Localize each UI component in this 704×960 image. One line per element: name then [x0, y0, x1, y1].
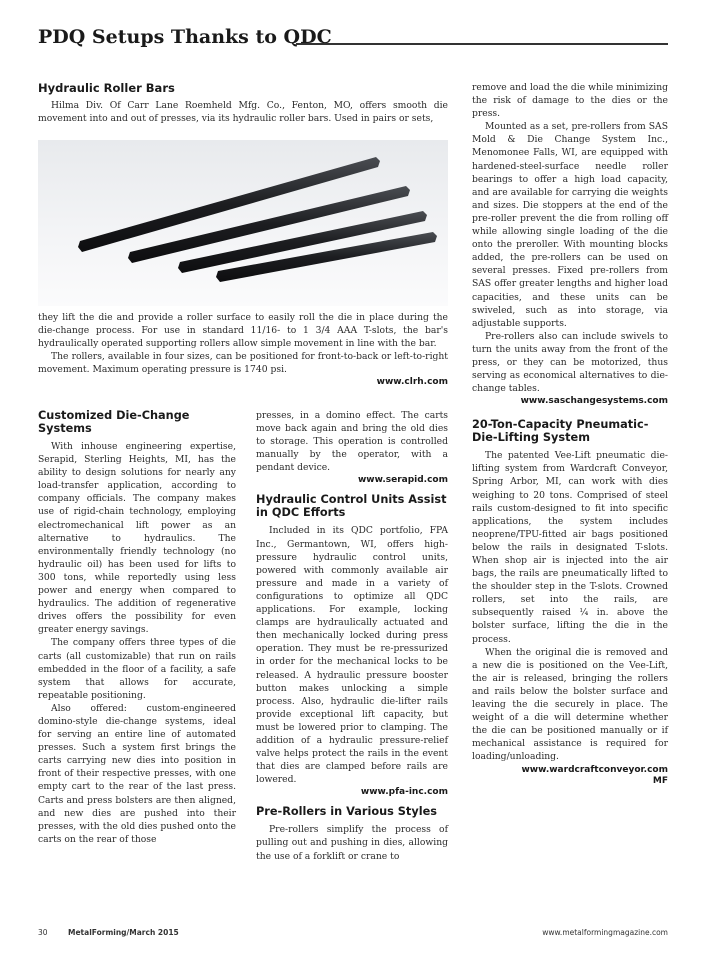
footer-url[interactable]: www.metalformingmagazine.com: [542, 928, 668, 937]
serapid-paragraph: With inhouse engineering expertise, Serapid, Sterling Heights, MI, has the ability to design solutions for nearly any load-transfer application, according to company officials. The company makes use of rigid-chain technology, employing electromechanical lift power as an alternative to hydraulics. The environmentally friendly technology (no hydraulic oil) has been used for lifts to 300 tons, while reportedly using less power and energy when compared to hydraulics. The addition of regenerative drives offers the possibility for even greater energy savings.: [38, 441, 236, 636]
pre-rollers-paragraph: Pre-rollers simplify the process of pulling out and pushing in dies, allowing the use of a forklift or crane to: [256, 824, 448, 862]
right-column: [472, 81, 668, 787]
end-mark: MF: [652, 775, 668, 786]
die-change-heading: Customized Die-Change Systems: [38, 409, 190, 435]
page-header: [38, 26, 668, 50]
control-units-heading: Hydraulic Control Units Assist in QDC Efforts: [256, 493, 447, 520]
swivel-paragraph: Pre-rollers also can include swivels to turn the units away from the front of the press, or they can be motorized, thus serving as economical alternatives to die-change tables.: [472, 330, 668, 395]
roller-bars-section: [38, 81, 448, 125]
roller-bars-heading: Hydraulic Roller Bars: [38, 81, 175, 95]
sas-paragraph: Mounted as a set, pre-rollers from SAS Mold & Die Change System Inc., Menomonee Falls, WI, are equipped with hardened-steel-surface needle roller bearings to offer a high load capacity, and are available for carrying die weights and sizes. Die stoppers at the end of the pre-roller prevent the die from rolling off while allowing single loading of the die onto the preroller. With mounting blocks added, the pre-rollers can be used on several presses. Fixed pre-rollers from SAS offer greater lengths and higher load capacities, and these units can be swiveled, such as into storage, via adjustable supports.: [472, 121, 668, 329]
pfa-url[interactable]: www.pfa-inc.com: [360, 787, 448, 798]
page-number: 30: [38, 928, 48, 937]
domino-continued: presses, in a domino effect. The carts move back again and bring the old dies to storage. This operation is controlled manually by the operator, with a pendant device.: [256, 410, 448, 474]
pneumatic-lifting-heading: 20-Ton-Capacity Pneumatic-Die-Lifting System: [472, 418, 649, 445]
roller-bars-illustration: [38, 140, 448, 306]
header-rule: [296, 43, 668, 45]
roller-bars-photo: [38, 140, 448, 306]
roller-bars-continued: [38, 311, 448, 388]
roller-bars-body-2: The rollers, available in four sizes, can be positioned for front-to-back or left-to-right movement. Maximum operating pressure is 1740 psi.: [38, 351, 448, 376]
page-title: PDQ Setups Thanks to QDC: [38, 26, 332, 48]
middle-column: [256, 409, 448, 863]
left-column: [38, 409, 236, 846]
pre-rollers-heading: Pre-Rollers in Various Styles: [256, 805, 437, 819]
publication-name: MetalForming/March 2015: [68, 928, 179, 937]
sas-url[interactable]: www.saschangesystems.com: [520, 396, 668, 407]
domino-paragraph: Also offered: custom-engineered domino-style die-change systems, ideal for serving an entire line of automated presses. Such a system first brings the carts carrying new dies into position in front of their respective presses, with one empty cart to the rear of the last press. Carts and press bolsters are then aligned, and new dies are pushed into their presses, with the old dies pushed onto the carts on the rear of those: [38, 702, 236, 845]
page-footer: [38, 928, 668, 942]
veelift-paragraph-2: When the original die is removed and a new die is positioned on the Vee-Lift, the air is released, bringing the rollers and rails below the bolster surface and leaving the die securely in place. The weight of a die will determine whether the die can be positioned manually or if mechanical assistance is required for loading/unloading.: [472, 646, 668, 763]
wardcraft-url[interactable]: www.wardcraftconveyor.com: [521, 764, 668, 775]
prerollers-continued: remove and load the die while minimizing the risk of damage to the dies or the press.: [472, 82, 668, 120]
roller-bars-body: they lift the die and provide a roller surface to easily roll the die in place during the die-change process. For use in standard 11/16- to 1 3/4 AAA T-slots, the bar's hydraulically operated supporting rollers allow simple movement in line with the bar.: [38, 312, 448, 350]
roller-bars-url[interactable]: www.clrh.com: [376, 377, 448, 388]
roller-bars-intro: Hilma Div. Of Carr Lane Roemheld Mfg. Co., Fenton, MO, offers smooth die movement into and out of presses, via its hydraulic roller bars. Used in pairs or sets,: [38, 100, 448, 125]
serapid-url[interactable]: www.serapid.com: [357, 475, 448, 486]
fpa-paragraph: Included in its QDC portfolio, FPA Inc., Germantown, WI, offers high-pressure hydraulic control units, powered with commonly available air pressure and made in a variety of configurations to optimize all QDC applications. For example, locking clamps are hydraulically actuated and then mechanically locked during press operation. They must be re-pressurized in order for the mechanical locks to be released. A hydraulic pressure booster button makes unlocking a simple process. Also, hydraulic die-lifter rails provide exceptional lift capacity, but must be lowered prior to clamping. The addition of a hydraulic pressure-relief valve helps protect the rails in the event that dies are clamped before rails are lowered.: [256, 525, 448, 786]
die-carts-paragraph: The company offers three types of die carts (all customizable) that run on rails embedded in the floor of a facility, a safe system that allows for accurate, repeatable positioning.: [38, 637, 236, 701]
veelift-paragraph: The patented Vee-Lift pneumatic die-lifting system from Wardcraft Conveyor, Spring Arbor, MI, can work with dies weighing to 20 tons. Comprised of steel rails custom-designed to fit into specific applications, the system includes neoprene/TPU-fitted air bags positioned below the rails in designated T-slots. When shop air is injected into the air bags, the rails are pneumatically lifted to the shoulder step in the T-slots. Crowned rollers, set into the rails, are subsequently raised ¼ in. above the bolster surface, lifting the die in the process.: [472, 450, 668, 645]
